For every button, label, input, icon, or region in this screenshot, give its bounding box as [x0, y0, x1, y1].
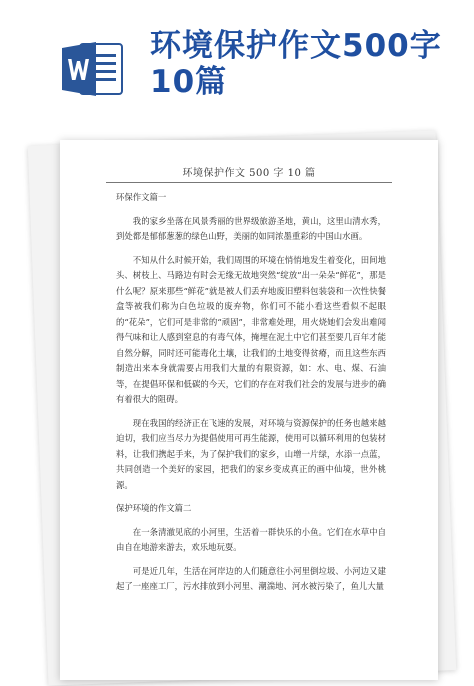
title-divider	[106, 182, 392, 183]
paragraph: 不知从什么时候开始，我们周围的环境在悄悄地发生着变化，田间地头、树枝上、马路边有时会无缘无故地突然“绽放”出一朵朵“鲜花”，那是什么呢？原来那些“鲜花”就是被人们丢弃地废旧塑料包装袋和一次性快餐盒等被我们称为白色垃圾的废弃物，你们可不能小看这些看似不起眼的“花朵”，它们可是非常的“顽固”，非常难处理，用火烧她们会发出难闻得气味和让人感到窒息的有毒气体，掩埋在泥土中它们甚至要几百年才能自然分解，同时还可能毒化土壤，让我们的土地变得贫瘠，而且这些东西制造出来本身就需要占用我们大量的有限资源，如：水、电、煤、石油等，在提倡环保和低碳的今天，它们的存在对我们社会的发展与进步的确有着很大的阻碍。	[116, 254, 386, 404]
page-title: 环境保护作文500字10篇	[150, 28, 442, 100]
document-page	[60, 140, 438, 680]
document-title: 环境保护作文 500 字 10 篇	[182, 168, 316, 179]
paragraph: 我的家乡坐落在风景秀丽的世界级旅游圣地，黄山，这里山清水秀，到处都是郁郁葱葱的绿色山野，美丽的如同浓墨重彩的中国山水画。	[116, 215, 386, 241]
paragraph: 在一条清澈见底的小河里，生活着一群快乐的小鱼。它们在水草中自由自在地游来游去，欢乐地玩耍。	[116, 526, 386, 552]
paragraph: 可是近几年，生活在河岸边的人们随意往小河里倒垃圾、小河边又建起了一座座工厂，污水排放到小河里、潮湍地、河水被污染了，鱼儿大量	[116, 565, 386, 591]
paragraph: 现在我国的经济正在飞速的发展，对环境与资源保护的任务也越来越迫切，我们应当尽力为提倡使用可再生能源，使用可以循环利用的包装材料，让我们携起手来，为了保护我们的家乡，山增一片绿，水添一点蓝，共同创造一个美好的家园，把我们的家乡变成真正的画中仙境，世外桃源。	[116, 417, 386, 490]
section-heading: 环保作文篇一	[116, 192, 167, 202]
document-body	[116, 188, 386, 603]
word-icon	[60, 40, 124, 98]
section-heading: 保护环境的作文篇二	[116, 503, 192, 513]
header-banner	[0, 0, 474, 120]
